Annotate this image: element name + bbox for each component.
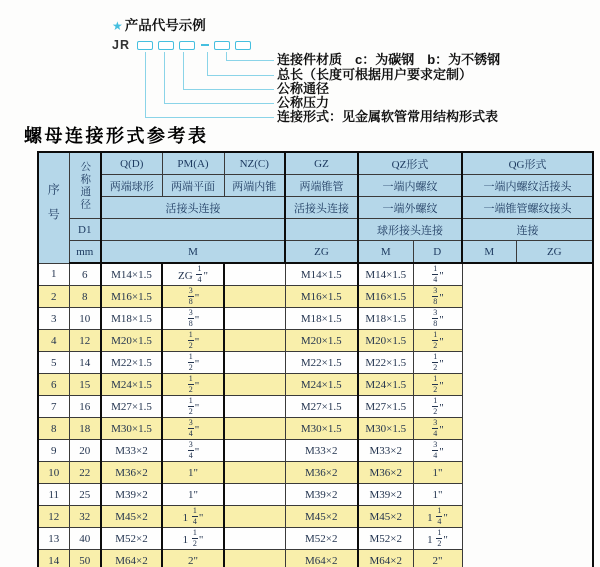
cell-dn: 50: [69, 550, 101, 567]
cell-qg_m: M36×2: [358, 462, 413, 484]
code-box-3: [179, 41, 195, 50]
connector-line-h5: [145, 117, 274, 118]
cell-qz_m: [224, 528, 285, 550]
cell-qz_m: [224, 374, 285, 396]
header-dn: 公称通径: [69, 152, 101, 219]
table-row: [38, 330, 593, 352]
cell-qg_zg: $\frac{3}{4}$ ": [413, 440, 462, 462]
cell-qg_m: M45×2: [358, 506, 413, 528]
table-row: [38, 263, 593, 286]
cell-zg: $\frac{3}{8}$ ": [162, 286, 224, 308]
cell-qg_zg: $\frac{1}{2}$ ": [413, 374, 462, 396]
cell-qz_d: M27×1.5: [285, 396, 358, 418]
cell-zg: ZG $\frac{1}{4}$ ": [162, 263, 224, 286]
cell-m: M33×2: [101, 440, 162, 462]
cell-qg_m: M14×1.5: [358, 263, 413, 286]
header-desc-pma: 两端平面: [162, 175, 224, 197]
cell-qg_m: M27×1.5: [358, 396, 413, 418]
cell-no: 2: [38, 286, 69, 308]
cell-qz_m: [224, 396, 285, 418]
nut-connection-table: [37, 151, 594, 567]
cell-qz_d: M33×2: [285, 440, 358, 462]
header-empty-left: [101, 219, 285, 241]
table-title: 螺母连接形式参考表: [24, 126, 209, 147]
cell-no: 1: [38, 263, 69, 286]
code-box-5: [235, 41, 251, 50]
cell-no: 14: [38, 550, 69, 567]
cell-m: M20×1.5: [101, 330, 162, 352]
cell-qz_d: M14×1.5: [285, 263, 358, 286]
header-taper-joint-qg: 一端锥管螺纹接头: [462, 197, 593, 219]
code-box-4: [214, 41, 230, 50]
cell-dn: 18: [69, 418, 101, 440]
cell-m: M64×2: [101, 550, 162, 567]
cell-qg_zg: 1 $\frac{1}{2}$ ": [413, 528, 462, 550]
header-desc-qd: 两端球形: [101, 175, 162, 197]
cell-no: 7: [38, 396, 69, 418]
table-body: [38, 263, 593, 567]
cell-qg_m: M39×2: [358, 484, 413, 506]
cell-no: 3: [38, 308, 69, 330]
diagram-title-text: 产品代号示例: [124, 18, 206, 33]
cell-dn: 8: [69, 286, 101, 308]
cell-zg: $\frac{1}{2}$ ": [162, 352, 224, 374]
header-desc-qz: 一端内螺纹: [358, 175, 462, 197]
table-row: [38, 286, 593, 308]
header-unit-m: M: [101, 241, 285, 264]
code-box-1: [137, 41, 153, 50]
cell-zg: 1 $\frac{1}{2}$ ": [162, 528, 224, 550]
cell-qz_m: [224, 352, 285, 374]
cell-dn: 10: [69, 308, 101, 330]
code-boxes-row: [112, 38, 256, 52]
cell-zg: $\frac{1}{2}$ ": [162, 374, 224, 396]
cell-dn: 16: [69, 396, 101, 418]
cell-m: M16×1.5: [101, 286, 162, 308]
cell-qz_m: [224, 286, 285, 308]
cell-qg_zg: $\frac{1}{2}$ ": [413, 396, 462, 418]
connector-line-v5: [145, 52, 146, 117]
cell-dn: 40: [69, 528, 101, 550]
cell-no: 12: [38, 506, 69, 528]
table-row: [38, 440, 593, 462]
table-row: [38, 418, 593, 440]
cell-qg_m: M22×1.5: [358, 352, 413, 374]
cell-no: 4: [38, 330, 69, 352]
header-ext-thread-qz: 一端外螺纹: [358, 197, 462, 219]
cell-m: M45×2: [101, 506, 162, 528]
cell-dn: 6: [69, 263, 101, 286]
connector-line-v4: [164, 52, 165, 103]
table-row: [38, 484, 593, 506]
cell-qg_m: M20×1.5: [358, 330, 413, 352]
connector-line-v1: [226, 52, 227, 60]
cell-no: 11: [38, 484, 69, 506]
table-row: [38, 506, 593, 528]
header-desc-gz: 两端锥管: [285, 175, 358, 197]
cell-qz_m: [224, 550, 285, 567]
cell-no: 9: [38, 440, 69, 462]
cell-qz_d: M45×2: [285, 506, 358, 528]
header-unit-qg-zg: ZG: [516, 241, 593, 264]
cell-m: M52×2: [101, 528, 162, 550]
cell-m: M14×1.5: [101, 263, 162, 286]
header-mm: mm: [69, 241, 101, 264]
cell-zg: 1": [162, 484, 224, 506]
table-header: [38, 152, 593, 263]
code-box-2: [158, 41, 174, 50]
cell-qz_d: M20×1.5: [285, 330, 358, 352]
cell-qg_m: M18×1.5: [358, 308, 413, 330]
cell-dn: 20: [69, 440, 101, 462]
cell-qz_d: M36×2: [285, 462, 358, 484]
cell-qz_m: [224, 462, 285, 484]
label-length: 总长（长度可根据用户要求定制）: [277, 67, 473, 82]
connector-line-v2: [207, 52, 208, 75]
header-empty-gz: [285, 219, 358, 241]
header-form-qg: QG形式: [462, 152, 593, 175]
cell-qz_m: [224, 418, 285, 440]
cell-zg: 1": [162, 462, 224, 484]
cell-no: 6: [38, 374, 69, 396]
cell-qz_d: M18×1.5: [285, 308, 358, 330]
cell-m: M36×2: [101, 462, 162, 484]
connector-line-v3: [183, 52, 184, 89]
cell-qg_m: M64×2: [358, 550, 413, 567]
table-row: [38, 550, 593, 567]
cell-qg_zg: 1": [413, 462, 462, 484]
cell-qg_zg: $\frac{3}{8}$ ": [413, 308, 462, 330]
cell-qg_m: M52×2: [358, 528, 413, 550]
cell-zg: 1 $\frac{1}{4}$ ": [162, 506, 224, 528]
cell-m: M39×2: [101, 484, 162, 506]
connector-line-h1: [226, 60, 274, 61]
cell-dn: 25: [69, 484, 101, 506]
table-row: [38, 462, 593, 484]
cell-qg_m: M16×1.5: [358, 286, 413, 308]
cell-zg: $\frac{3}{4}$ ": [162, 440, 224, 462]
label-conn-form: 连接形式：见金属软管常用结构形式表: [277, 109, 499, 124]
cell-m: M22×1.5: [101, 352, 162, 374]
cell-qz_m: [224, 440, 285, 462]
header-unit-qz-m: M: [358, 241, 413, 264]
header-form-qz: QZ形式: [358, 152, 462, 175]
cell-qz_d: M16×1.5: [285, 286, 358, 308]
cell-qg_zg: $\frac{1}{4}$ ": [413, 263, 462, 286]
header-form-nzc: NZ(C): [224, 152, 285, 175]
cell-qg_m: M24×1.5: [358, 374, 413, 396]
cell-no: 10: [38, 462, 69, 484]
cell-qz_m: [224, 330, 285, 352]
cell-dn: 12: [69, 330, 101, 352]
cell-qz_d: M64×2: [285, 550, 358, 567]
header-desc-nzc: 两端内锥: [224, 175, 285, 197]
code-prefix: JR: [112, 38, 130, 52]
cell-zg: 2": [162, 550, 224, 567]
connector-line-h4: [164, 103, 274, 104]
table-row: [38, 352, 593, 374]
connector-line-h2: [207, 75, 274, 76]
header-form-pma: PM(A): [162, 152, 224, 175]
cell-no: 8: [38, 418, 69, 440]
label-diameter: 公称通径: [277, 81, 330, 96]
diagram-title: [112, 14, 206, 34]
code-dash: [201, 44, 209, 46]
header-unit-qz-d: D: [413, 241, 462, 264]
header-form-qd: Q(D): [101, 152, 162, 175]
label-pressure: 公称压力: [277, 95, 330, 110]
cell-m: M24×1.5: [101, 374, 162, 396]
cell-m: M18×1.5: [101, 308, 162, 330]
cell-qz_d: M24×1.5: [285, 374, 358, 396]
header-form-gz: GZ: [285, 152, 358, 175]
cell-qz_m: [224, 506, 285, 528]
cell-qz_m: [224, 263, 285, 286]
header-union-left: 活接头连接: [101, 197, 285, 219]
cell-m: M27×1.5: [101, 396, 162, 418]
cell-zg: $\frac{1}{2}$ ": [162, 396, 224, 418]
cell-qg_zg: 1 $\frac{1}{4}$ ": [413, 506, 462, 528]
cell-qz_d: M39×2: [285, 484, 358, 506]
cell-no: 13: [38, 528, 69, 550]
header-connect-qg: 连接: [462, 219, 593, 241]
cell-qz_m: [224, 484, 285, 506]
cell-qg_zg: $\frac{3}{8}$ ": [413, 286, 462, 308]
cell-qz_d: M52×2: [285, 528, 358, 550]
cell-qz_d: M30×1.5: [285, 418, 358, 440]
header-union-gz: 活接头连接: [285, 197, 358, 219]
cell-qg_zg: $\frac{1}{2}$ ": [413, 330, 462, 352]
cell-no: 5: [38, 352, 69, 374]
cell-dn: 22: [69, 462, 101, 484]
cell-dn: 32: [69, 506, 101, 528]
table-row: [38, 308, 593, 330]
label-material: 连接件材质 c：为碳钢 b：为不锈钢: [277, 52, 501, 67]
cell-qg_m: M33×2: [358, 440, 413, 462]
table-row: [38, 396, 593, 418]
cell-zg: $\frac{1}{2}$ ": [162, 330, 224, 352]
cell-qg_zg: 2": [413, 550, 462, 567]
header-desc-qg: 一端内螺纹活接头: [462, 175, 593, 197]
table-row: [38, 528, 593, 550]
cell-dn: 14: [69, 352, 101, 374]
star-icon: ★: [112, 19, 123, 33]
header-serial: 序号: [38, 152, 69, 263]
cell-qg_m: M30×1.5: [358, 418, 413, 440]
header-unit-zg: ZG: [285, 241, 358, 264]
cell-zg: $\frac{3}{8}$ ": [162, 308, 224, 330]
table-row: [38, 374, 593, 396]
cell-qg_zg: $\frac{1}{2}$ ": [413, 352, 462, 374]
cell-qz_d: M22×1.5: [285, 352, 358, 374]
cell-m: M30×1.5: [101, 418, 162, 440]
cell-dn: 15: [69, 374, 101, 396]
header-unit-qg-m: M: [462, 241, 516, 264]
cell-qg_zg: 1": [413, 484, 462, 506]
cell-qz_m: [224, 308, 285, 330]
cell-zg: $\frac{3}{4}$ ": [162, 418, 224, 440]
header-ball-joint-qz: 球形接头连接: [358, 219, 462, 241]
cell-qg_zg: $\frac{3}{4}$ ": [413, 418, 462, 440]
connector-line-h3: [183, 89, 274, 90]
header-d1: D1: [69, 219, 101, 241]
